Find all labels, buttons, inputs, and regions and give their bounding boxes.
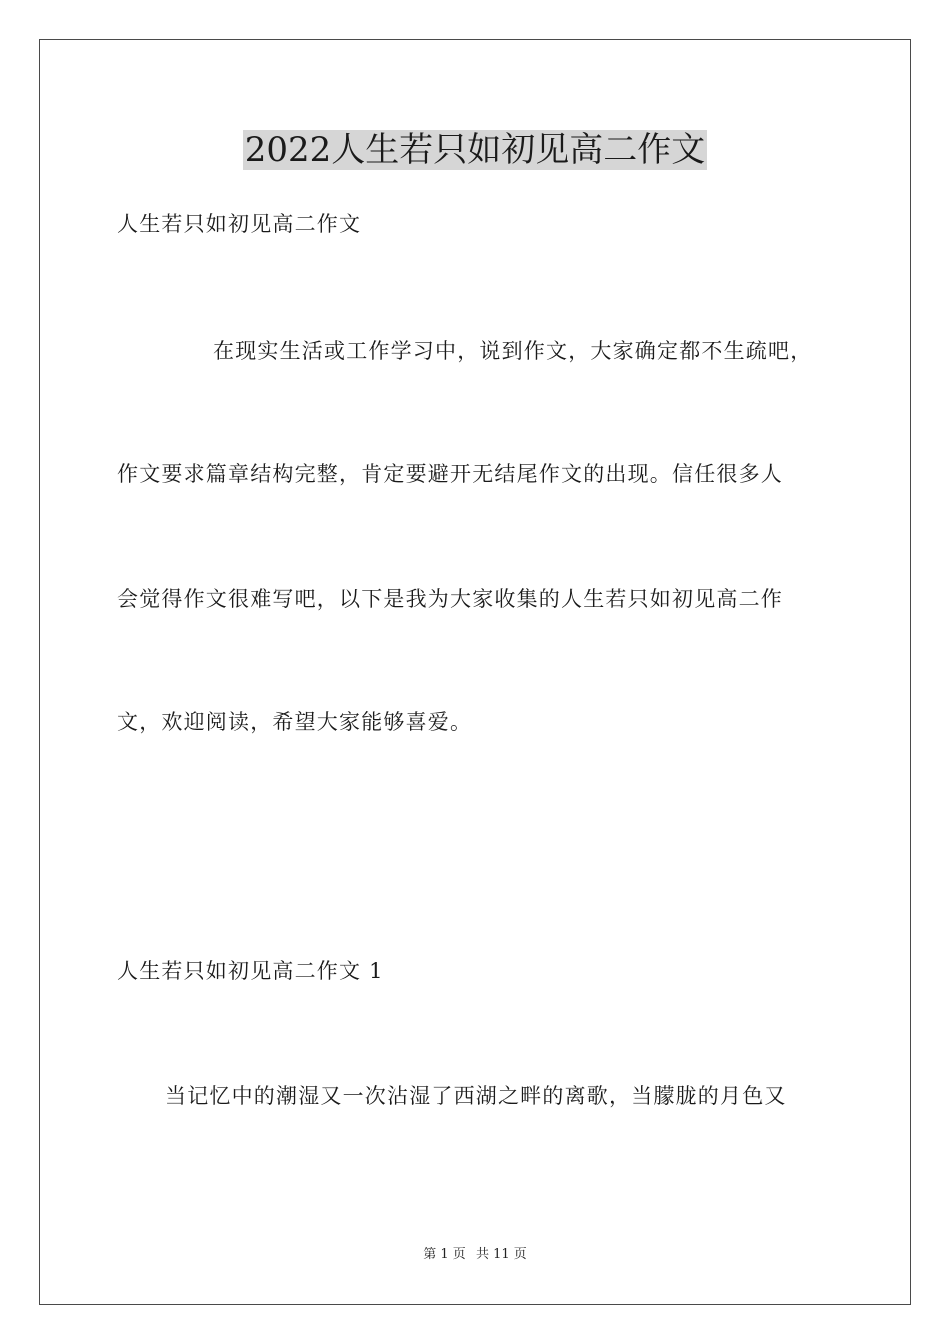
body-line-4: 文，欢迎阅读，希望大家能够喜爱。 <box>117 710 473 734</box>
body-line-2: 作文要求篇章结构完整，肯定要避开无结尾作文的出现。信任很多人 <box>117 462 783 486</box>
document-title-text: 2022人生若只如初见高二作文 <box>244 130 706 170</box>
body-line-1: 在现实生活或工作学习中，说到作文，大家确定都不生疏吧， <box>213 339 813 363</box>
body-line-3: 会觉得作文很难写吧，以下是我为大家收集的人生若只如初见高二作 <box>117 587 783 611</box>
subtitle-line: 人生若只如初见高二作文 <box>117 212 362 236</box>
document-title <box>0 126 950 174</box>
page-footer <box>0 1246 950 1264</box>
page-total: 共 11 页 <box>475 1247 527 1262</box>
section-heading: 人生若只如初见高二作文 1 <box>117 959 384 983</box>
body-line-5: 当记忆中的潮湿又一次沾湿了西湖之畔的离歌，当朦胧的月色又 <box>165 1084 787 1108</box>
page-number: 第 1 页 <box>423 1247 466 1262</box>
